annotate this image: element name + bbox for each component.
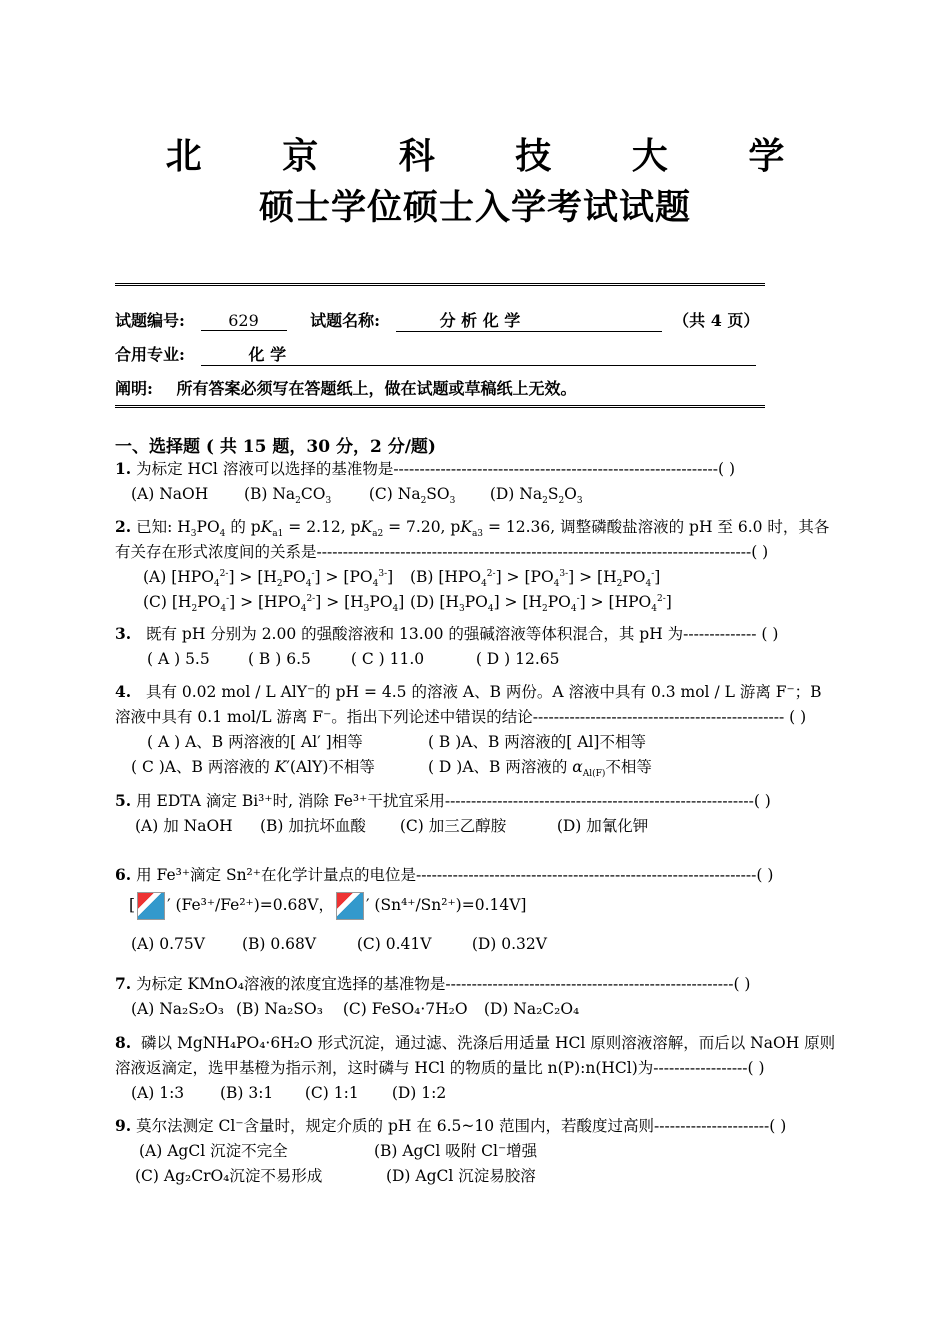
q4-option-c[interactable]: ( C )A、B 两溶液的 K′(AlY)不相等	[131, 758, 375, 776]
q6-option-b[interactable]: (B) 0.68V	[241, 935, 317, 953]
q9-option-b[interactable]: (B) AgCl 吸附 Cl⁻增强	[373, 1142, 538, 1160]
exam-title: 硕士学位硕士入学考试试题	[258, 187, 691, 228]
question-1: 1. 为标定 HCl 溶液可以选择的基准物是--------------------------------------------------------------( ) (A) NaOH (B) $Na_2CO_3$ (C) $Na_2SO_3$ (D) $Na_2S_2O_3$	[115, 459, 736, 507]
q9-option-a[interactable]: (A) AgCl 沉淀不完全	[139, 1142, 288, 1160]
major-label: 合用专业:	[115, 345, 185, 364]
phi-symbol-image-icon	[137, 892, 165, 920]
note-row	[115, 376, 577, 399]
q4-option-a[interactable]: ( A ) A、B 两溶液的[ Al′ ]相等	[147, 733, 363, 751]
page-count: （共 4 页）	[673, 311, 760, 330]
question-9: 9. 莫尔法测定 Cl⁻含量时，规定介质的 pH 在 6.5~10 范围内，若酸度过高则----------------------( ) (A) AgCl 沉淀不完全 (B) AgCl 吸附 Cl⁻增强 (C) Ag₂CrO₄沉淀不易形成 (D) AgCl 沉淀易胶溶	[115, 1113, 837, 1189]
q9-option-c[interactable]: (C) Ag₂CrO₄沉淀不易形成	[135, 1167, 323, 1185]
q3-option-d[interactable]: ( D ) 12.65	[475, 650, 560, 668]
q6-potentials: [ ′ (Fe³⁺/Fe²⁺)=0.68V， ′ (Sn⁴⁺/Sn²⁺)=0.14V]	[129, 888, 526, 922]
question-8: 8. 磷以 MgNH₄PO₄·6H₂O 形式沉淀，通过滤、洗涤后用适量 HCl 原则溶液溶解，而后以 NaOH 原则溶液返滴定，选甲基橙为指示剂，这时磷与 HCl 的物质的量比 n(P):n(HCl)为------------------( ) (A) 1:3 (B) 3:1 (C) 1:1 (D) 1:2	[115, 1030, 837, 1106]
divider-top	[115, 283, 765, 286]
code-value: 629	[201, 311, 287, 331]
q7-option-c[interactable]: (C) FeSO₄·7H₂O	[342, 1000, 468, 1018]
question-3: 3. 既有 pH 分别为 2.00 的强酸溶液和 13.00 的强碱溶液等体积混合，其 pH 为-------------- ( ) ( A ) 5.5 ( B ) 6.5 ( C ) 11.0 ( D ) 12.65	[115, 621, 837, 672]
phi-symbol-image-icon	[336, 892, 364, 920]
note-text: 所有答案必须写在答题纸上，做在试题或草稿纸上无效。	[176, 379, 577, 398]
question-2: 2. 已知: $H_3PO_4$ 的 $pK_{a1} = 2.12$, $pK_{a2} = 7.20$, $pK_{a3} = 12.36$, 调整磷酸盐溶液的 pH 至 6.0 时，其各有关存在形式浓度间的关系是-----------------------------------------------------------------------------------( ) (A) $[HPO_4^{2-}] > [H_2PO_4^-] > [PO_4^{3-}]$ (B) $[HPO_4^{2-}] > [PO_4^{3-}] > [H_2PO_4^-]$ (C) $[H_2PO_4^-] > [HPO_4^{2-}] > [H_3PO_4]$ (D) $[H_3PO_4] > [H_2PO_4^-] > [HPO_4^{2-}]$	[115, 517, 830, 615]
q1-option-a[interactable]: (A) NaOH	[131, 485, 209, 503]
q4-option-b[interactable]: ( B )A、B 两溶液的[ Al]不相等	[427, 733, 646, 751]
q9-option-d[interactable]: (D) AgCl 沉淀易胶溶	[385, 1167, 536, 1185]
name-label: 试题名称:	[310, 311, 380, 330]
q5-option-b[interactable]: (B) 加抗坏血酸	[259, 817, 366, 835]
q8-option-a[interactable]: (A) 1:3	[131, 1084, 185, 1102]
q3-option-c[interactable]: ( C ) 11.0	[350, 650, 425, 668]
note-label: 阐明:	[115, 379, 153, 398]
code-label: 试题编号:	[115, 311, 185, 330]
q1-option-b[interactable]: (B) $Na_2CO_3$	[243, 485, 332, 507]
question-7: 7. 为标定 KMnO₄溶液的浓度宜选择的基准物是-------------------------------------------------------( ) (A) Na₂S₂O₃ (B) Na₂SO₃ (C) FeSO₄·7H₂O (D) Na₂C₂O₄	[115, 971, 837, 1022]
section-title: 一、选择题 ( 共 15 题，30 分，2 分/题)	[115, 437, 436, 457]
q1-option-c[interactable]: (C) $Na_2SO_3$	[368, 485, 456, 507]
q7-option-b[interactable]: (B) Na₂SO₃	[235, 1000, 323, 1018]
q5-option-c[interactable]: (C) 加三乙醇胺	[399, 817, 507, 835]
q2-option-c[interactable]: (C) $[H_2PO_4^-] > [HPO_4^{2-}] > [H_3PO_4]$	[143, 593, 405, 615]
q8-option-b[interactable]: (B) 3:1	[219, 1084, 274, 1102]
question-4: 4. 具有 0.02 mol / L AlY⁻的 pH = 4.5 的溶液 A、B 两份。A 溶液中具有 0.3 mol / L 游离 F⁻；B 溶液中具有 0.1 mol/L 游离 F⁻。指出下列论述中错误的结论------------------------------------------------ ( ) ( A ) A、B 两溶液的[ Al′ ]相等 ( B )A、B 两溶液的[ Al]不相等 ( C )A、B 两溶液的 K′(AlY)不相等 ( D )A、B 两溶液的 $\alpha_{Al(F)}$不相等	[115, 682, 822, 780]
q4-option-d[interactable]: ( D )A、B 两溶液的 $\alpha_{Al(F)}$不相等	[427, 758, 652, 780]
major-value: 化 学	[248, 345, 287, 364]
q6-option-d[interactable]: (D) 0.32V	[471, 935, 547, 953]
q2-option-d[interactable]: (D) $[H_3PO_4] > [H_2PO_4^-] > [HPO_4^{2-}]$	[409, 593, 672, 615]
q5-option-d[interactable]: (D) 加氰化钾	[556, 817, 649, 835]
university-title: 北 京 科 技 大 学	[165, 135, 819, 177]
q3-option-b[interactable]: ( B ) 6.5	[247, 650, 311, 668]
major-row	[115, 342, 756, 366]
q6-option-a[interactable]: (A) 0.75V	[131, 935, 205, 953]
question-5: 5. 用 EDTA 滴定 Bi³⁺时, 消除 Fe³⁺干扰宜采用-----------------------------------------------------------( ) (A) 加 NaOH (B) 加抗坏血酸 (C) 加三乙醇胺 (D) 加氰化钾	[115, 788, 837, 839]
name-value: 分 析 化 学	[439, 311, 521, 330]
q5-option-a[interactable]: (A) 加 NaOH	[135, 817, 233, 835]
q1-option-d[interactable]: (D) $Na_2S_2O_3$	[489, 485, 583, 507]
divider-bottom	[115, 405, 765, 408]
q8-option-c[interactable]: (C) 1:1	[304, 1084, 359, 1102]
question-6: 6. 用 Fe³⁺滴定 Sn²⁺在化学计量点的电位是-----------------------------------------------------------------( ) [ ′ (Fe³⁺/Fe²⁺)=0.68V， ′ (Sn⁴⁺/Sn²⁺)=0.14V] (A) 0.75V (B) 0.68V (C) 0.41V (D) 0.32V	[115, 862, 837, 957]
q2-option-b[interactable]: (B) $[HPO_4^{2-}] > [PO_4^{3-}] > [H_2PO_4^-]$	[409, 568, 661, 590]
q2-option-a[interactable]: (A) $[HPO_4^{2-}] > [H_2PO_4^-] > [PO_4^{3-}]$	[143, 568, 394, 590]
q7-option-d[interactable]: (D) Na₂C₂O₄	[483, 1000, 580, 1018]
q3-option-a[interactable]: ( A ) 5.5	[147, 650, 210, 668]
q8-option-d[interactable]: (D) 1:2	[391, 1084, 447, 1102]
q7-option-a[interactable]: (A) Na₂S₂O₃	[131, 1000, 224, 1018]
q6-option-c[interactable]: (C) 0.41V	[356, 935, 432, 953]
exam-code-row	[115, 308, 759, 332]
